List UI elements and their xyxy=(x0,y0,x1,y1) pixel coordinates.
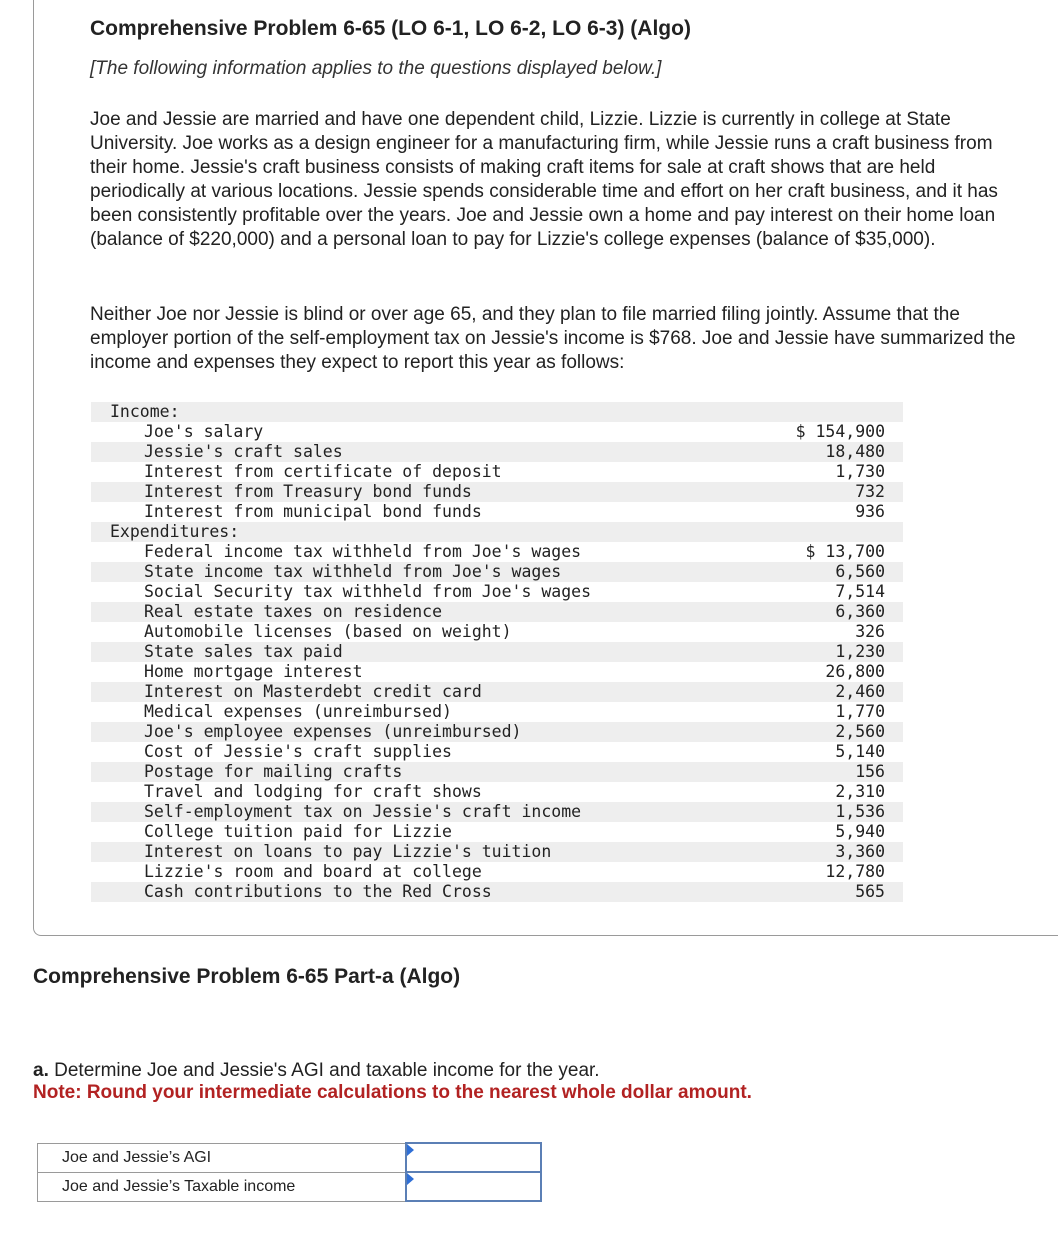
ledger-row xyxy=(91,522,903,542)
problem-title: Comprehensive Problem 6-65 (LO 6-1, LO 6-2, LO 6-3) (Algo) xyxy=(90,17,691,40)
ledger-label: State income tax withheld from Joe's wages xyxy=(144,562,562,581)
ledger-value: 732 xyxy=(855,482,885,501)
ledger-label: Interest from municipal bond funds xyxy=(144,502,482,521)
ledger-label: Cash contributions to the Red Cross xyxy=(144,882,492,901)
ledger-label: Self-employment tax on Jessie's craft income xyxy=(144,802,582,821)
ledger-row xyxy=(91,842,903,862)
ledger-row xyxy=(91,882,903,902)
ledger-row xyxy=(91,582,903,602)
ledger-value: 565 xyxy=(855,882,885,901)
ledger-label: Home mortgage interest xyxy=(144,662,363,681)
ledger-label: Postage for mailing crafts xyxy=(144,762,403,781)
ledger-value: 7,514 xyxy=(835,582,885,601)
ledger-label: Real estate taxes on residence xyxy=(144,602,443,621)
ledger-row xyxy=(91,742,903,762)
ledger-value: 1,536 xyxy=(835,802,885,821)
ledger-value: 1,770 xyxy=(835,702,885,721)
ledger-value: 1,230 xyxy=(835,642,885,661)
answer-row-taxable-income xyxy=(38,1172,542,1201)
intro-paragraph-1: Joe and Jessie are married and have one dependent child, Lizzie. Lizzie is currently in college at State University. Joe works as a design engineer for a manufacturing firm, while Jessie runs a craft business from their home. Jessie's craft business consists of making craft items for sale at craft shows that are held periodically at various locations. Jessie spends considerable time and effort on her craft business, and it has been consistently profitable over the years. Joe and Jessie own a home and pay interest on their home loan (balance of $220,000) and a personal loan to pay for Lizzie's college expenses (balance of $35,000). xyxy=(90,109,998,250)
ledger-row xyxy=(91,542,903,562)
ledger-label: Joe's employee expenses (unreimbursed) xyxy=(144,722,522,741)
ledger-label: Federal income tax withheld from Joe's wages xyxy=(144,542,582,561)
ledger-label: Jessie's craft sales xyxy=(144,442,343,461)
ledger-label: Interest on loans to pay Lizzie's tuition xyxy=(144,842,552,861)
ledger-label: Cost of Jessie's craft supplies xyxy=(144,742,452,761)
ledger-value: 2,460 xyxy=(835,682,885,701)
taxable-income-cell xyxy=(406,1172,541,1201)
ledger-value: 326 xyxy=(855,622,885,641)
ledger-value: 2,560 xyxy=(835,722,885,741)
ledger-row xyxy=(91,602,903,622)
ledger-label: Social Security tax withheld from Joe's wages xyxy=(144,582,592,601)
income-heading: Income: xyxy=(110,402,180,421)
income-expense-ledger xyxy=(91,402,903,902)
ledger-row xyxy=(91,802,903,822)
intro-paragraph-2: Neither Joe nor Jessie is blind or over age 65, and they plan to file married filing jointly. Assume that the employer portion of the self-employment tax on Jessie's income is $768. Joe and Jessie have summarized the income and expenses they expect to report this year as follows: xyxy=(90,304,1016,373)
ledger-row xyxy=(91,402,903,422)
ledger-label: Interest on Masterdebt credit card xyxy=(144,682,482,701)
ledger-label: Medical expenses (unreimbursed) xyxy=(144,702,452,721)
ledger-value: 1,730 xyxy=(835,462,885,481)
ledger-value: 26,800 xyxy=(825,662,885,681)
ledger-value: 156 xyxy=(855,762,885,781)
ledger-row xyxy=(91,822,903,842)
ledger-label: Travel and lodging for craft shows xyxy=(144,782,482,801)
ledger-row xyxy=(91,662,903,682)
ledger-label: Lizzie's room and board at college xyxy=(144,862,482,881)
ledger-row xyxy=(91,682,903,702)
part-title: Comprehensive Problem 6-65 Part-a (Algo) xyxy=(33,965,461,988)
problem-subtitle: [The following information applies to the questions displayed below.] xyxy=(90,58,662,79)
ledger-value: 3,360 xyxy=(835,842,885,861)
rounding-note: Note: Round your intermediate calculations to the nearest whole dollar amount. xyxy=(33,1082,752,1103)
expenditures-heading: Expenditures: xyxy=(110,522,240,541)
ledger-row xyxy=(91,702,903,722)
ledger-value: 2,310 xyxy=(835,782,885,801)
agi-label: Joe and Jessie’s AGI xyxy=(38,1143,407,1172)
ledger-row xyxy=(91,622,903,642)
answer-table xyxy=(37,1142,542,1202)
ledger-value: 5,940 xyxy=(835,822,885,841)
ledger-label: Interest from certificate of deposit xyxy=(144,462,502,481)
ledger-row xyxy=(91,502,903,522)
agi-input[interactable] xyxy=(407,1144,540,1171)
ledger-value: 6,560 xyxy=(835,562,885,581)
ledger-row xyxy=(91,862,903,882)
ledger-row xyxy=(91,782,903,802)
ledger-label: State sales tax paid xyxy=(144,642,343,661)
ledger-value: $ 13,700 xyxy=(805,542,885,561)
ledger-label: Interest from Treasury bond funds xyxy=(144,482,472,501)
ledger-row xyxy=(91,762,903,782)
ledger-row xyxy=(91,462,903,482)
question-text xyxy=(33,1059,600,1083)
ledger-value: 12,780 xyxy=(825,862,885,881)
ledger-value: 5,140 xyxy=(835,742,885,761)
question-letter: a. xyxy=(33,1060,49,1081)
question-body: Determine Joe and Jessie's AGI and taxable income for the year. xyxy=(48,1060,600,1081)
ledger-row xyxy=(91,482,903,502)
ledger-value: 6,360 xyxy=(835,602,885,621)
taxable-income-input[interactable] xyxy=(407,1173,540,1200)
ledger-value: 18,480 xyxy=(825,442,885,461)
ledger-label: College tuition paid for Lizzie xyxy=(144,822,452,841)
ledger-row xyxy=(91,562,903,582)
taxable-income-label: Joe and Jessie’s Taxable income xyxy=(38,1172,407,1201)
ledger-row xyxy=(91,722,903,742)
ledger-row xyxy=(91,422,903,442)
answer-row-agi xyxy=(38,1143,542,1172)
ledger-label: Automobile licenses (based on weight) xyxy=(144,622,512,641)
ledger-value: 936 xyxy=(855,502,885,521)
ledger-row xyxy=(91,442,903,462)
ledger-row xyxy=(91,642,903,662)
ledger-label: Joe's salary xyxy=(144,422,264,441)
agi-cell xyxy=(406,1143,541,1172)
ledger-value: $ 154,900 xyxy=(795,422,885,441)
